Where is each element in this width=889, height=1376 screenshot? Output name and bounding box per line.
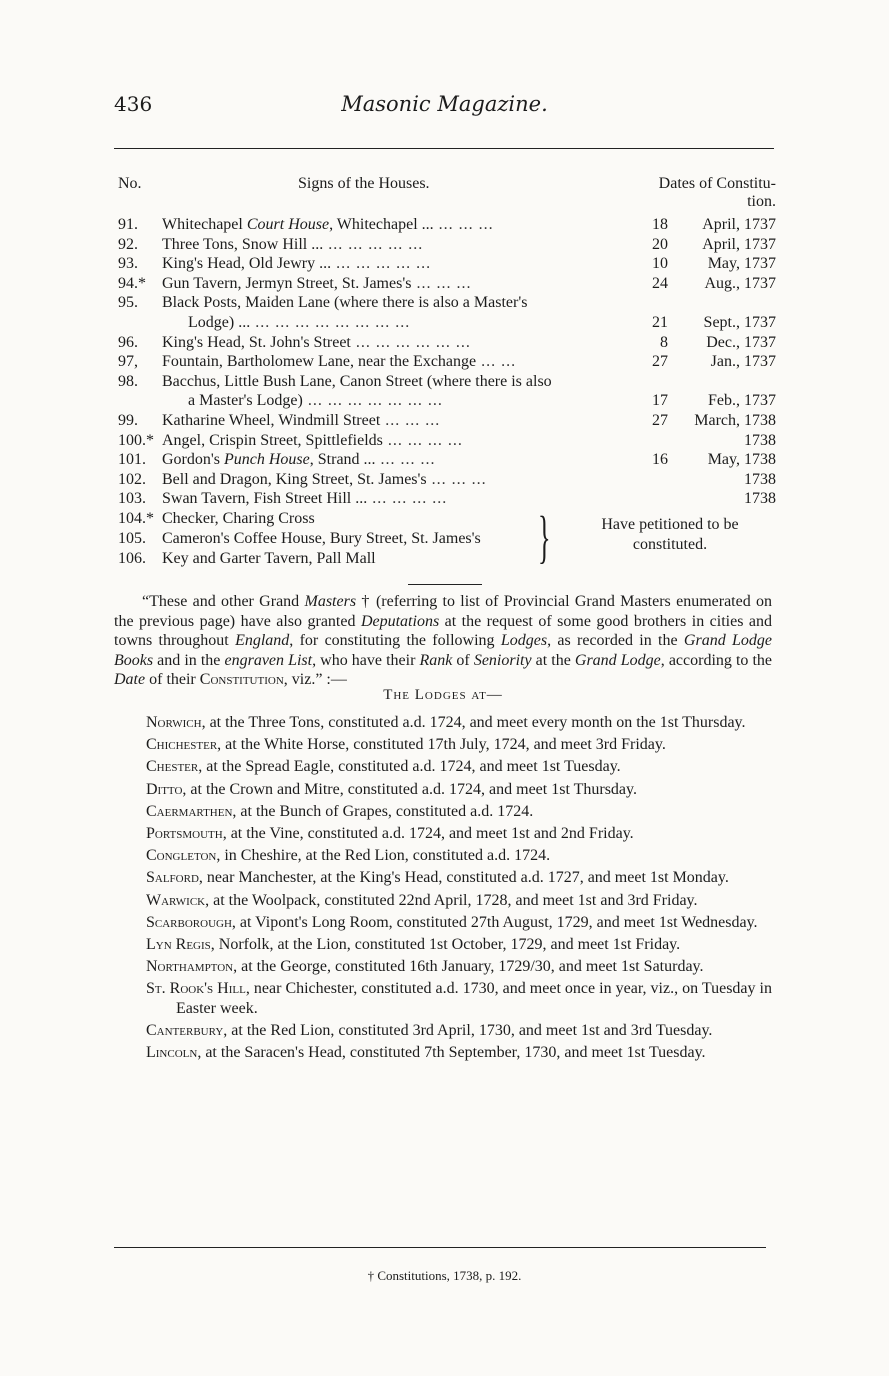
table-row bbox=[118, 431, 776, 451]
lodge-list bbox=[146, 713, 772, 1065]
text-run: of their bbox=[145, 671, 200, 688]
leader-dots: ... ... ... ... bbox=[382, 431, 463, 449]
leader-dots: ... ... ... ... ... bbox=[323, 235, 424, 253]
lodge-details: , near Manchester, at the King's Head, constituted a.d. 1727, and meet 1st Monday. bbox=[198, 869, 729, 887]
date-day: 18 bbox=[652, 216, 668, 233]
row-number: 103. bbox=[118, 490, 146, 508]
house-text: Lodge) ... bbox=[188, 313, 251, 331]
row-number: 94.* bbox=[118, 274, 146, 292]
house-text: Gun Tavern, Jermyn Street, St. James's bbox=[162, 274, 412, 292]
date-day: 27 bbox=[652, 353, 668, 371]
lodge-entry bbox=[146, 979, 772, 1017]
table-row bbox=[118, 352, 776, 372]
house-name bbox=[162, 431, 463, 451]
table-row bbox=[118, 333, 776, 353]
date-month-year: 1738 bbox=[744, 431, 776, 449]
lodge-place: Lyn Regis bbox=[146, 936, 211, 954]
table-row bbox=[118, 254, 776, 274]
table-row bbox=[118, 391, 776, 411]
lodge-place: Ditto bbox=[146, 780, 183, 798]
house-italic: Court House bbox=[246, 216, 330, 233]
date-day: 16 bbox=[652, 451, 668, 469]
leader-dots: ... ... ... ... bbox=[367, 490, 448, 508]
lodge-details: , at the Three Tons, constituted a.d. 1724, and meet every month on the 1st Thursday. bbox=[201, 714, 746, 731]
text-run: , for constituting the following bbox=[289, 632, 501, 649]
lodge-place: Chester bbox=[146, 758, 199, 776]
house-text: King's Head, Old Jewry ... bbox=[162, 255, 332, 273]
petition-note bbox=[570, 515, 770, 555]
house-text: Fountain, Bartholomew Lane, near the Exchange bbox=[162, 353, 477, 371]
house-name bbox=[162, 235, 423, 255]
lodge-details: , near Chichester, constituted a.d. 1730, and meet once in year, viz., on Tuesday in Easter week. bbox=[176, 980, 772, 1017]
house-text: Black Posts, Maiden Lane (where there is also a Master's bbox=[162, 294, 528, 312]
lodge-entry bbox=[146, 780, 772, 799]
date-month-year: Aug., 1737 bbox=[704, 274, 776, 292]
text-italic: Deputations bbox=[360, 612, 440, 630]
lodge-place: Northampton bbox=[146, 958, 234, 976]
lodge-place: Canterbury bbox=[146, 1021, 224, 1039]
house-text: King's Head, St. John's Street bbox=[162, 333, 351, 351]
house-name bbox=[162, 313, 410, 333]
lodge-entry bbox=[146, 802, 772, 821]
lodge-entry bbox=[146, 735, 772, 754]
house-text: Three Tons, Snow Hill ... bbox=[162, 235, 324, 253]
house-name bbox=[162, 489, 447, 509]
page-number: 436 bbox=[114, 92, 153, 116]
footnote: † Constitutions, 1738, p. 192. bbox=[367, 1268, 522, 1283]
house-name: Cameron's Coffee House, Bury Street, St. James's bbox=[162, 529, 481, 547]
lodge-entry bbox=[146, 957, 772, 976]
running-title: Masonic Magazine. bbox=[341, 92, 548, 116]
text-run: and in the bbox=[153, 651, 225, 669]
date-month-year: May, 1738 bbox=[707, 451, 776, 469]
text-italic: engraven List bbox=[224, 651, 313, 669]
leader-dots: ... ... ... ... ... ... ... ... bbox=[250, 313, 411, 331]
section-rule bbox=[408, 584, 482, 585]
row-number: 98. bbox=[118, 372, 138, 390]
lodge-details: , at the Spread Eagle, constituted a.d. 1724, and meet 1st Tuesday. bbox=[198, 758, 621, 776]
house-name bbox=[162, 254, 431, 274]
lodge-entry bbox=[146, 824, 772, 843]
date-day: 8 bbox=[660, 333, 668, 351]
date-month-year: Sept., 1737 bbox=[703, 313, 776, 331]
lodge-table bbox=[118, 175, 776, 569]
table-row bbox=[118, 411, 776, 431]
table-row bbox=[118, 215, 776, 235]
leader-dots: ... ... ... bbox=[411, 274, 472, 292]
table-row bbox=[118, 450, 776, 470]
house-text: Angel, Crispin Street, Spittlefields bbox=[162, 431, 383, 449]
date-month-year: 1738 bbox=[744, 470, 776, 488]
house-name bbox=[162, 274, 471, 294]
text-run: , as recorded in the bbox=[547, 632, 684, 649]
lodge-details: , at the George, constituted 16th January, 1729/30, and meet 1st Saturday. bbox=[233, 958, 704, 976]
text-run: “These and other Grand bbox=[142, 593, 305, 610]
row-number: 105. bbox=[118, 529, 146, 547]
house-text: , Strand ... bbox=[309, 451, 376, 469]
lodge-place: Warwick bbox=[146, 891, 206, 909]
leader-dots: ... ... ... bbox=[426, 470, 487, 488]
house-text: Gordon's bbox=[162, 451, 224, 469]
lodge-details: , at the Crown and Mitre, constituted a.d. 1724, and meet 1st Thursday. bbox=[182, 780, 637, 798]
lodge-details: , at the Vine, constituted a.d. 1724, and meet 1st and 2nd Friday. bbox=[222, 825, 634, 843]
row-number: 101. bbox=[118, 451, 146, 469]
row-number: 102. bbox=[118, 470, 146, 488]
lodges-heading: The Lodges at— bbox=[383, 687, 503, 703]
date-month-year: Dec., 1737 bbox=[706, 333, 776, 351]
text-run: , viz.” :— bbox=[283, 671, 347, 688]
header-rule bbox=[114, 148, 774, 149]
date-month-year: Jan., 1737 bbox=[710, 353, 776, 371]
lodge-entry bbox=[146, 935, 772, 954]
lodge-details: , at the White Horse, constituted 17th July, 1724, and meet 3rd Friday. bbox=[217, 736, 666, 754]
intro-paragraph bbox=[114, 592, 772, 690]
lodge-details: , in Cheshire, at the Red Lion, constituted a.d. 1724. bbox=[216, 847, 551, 865]
house-name bbox=[162, 333, 471, 353]
date-day: 21 bbox=[652, 313, 668, 331]
house-name bbox=[162, 372, 552, 392]
lodge-entry bbox=[146, 846, 772, 865]
lodge-details: , Norfolk, at the Lion, constituted 1st October, 1729, and meet 1st Friday. bbox=[210, 936, 681, 954]
lodge-entry bbox=[146, 913, 772, 932]
date-day: 24 bbox=[652, 274, 668, 292]
row-number: 99. bbox=[118, 411, 138, 429]
text-italic: Grand Lodge Books bbox=[114, 632, 773, 669]
col-header-no: No. bbox=[118, 175, 142, 192]
house-name bbox=[162, 411, 440, 431]
house-text: Bell and Dragon, King Street, St. James's bbox=[162, 470, 427, 488]
house-text: Bacchus, Little Bush Lane, Canon Street (where there is also bbox=[162, 372, 552, 390]
row-number: 91. bbox=[118, 216, 138, 233]
table-body bbox=[118, 215, 776, 509]
row-number: 104.* bbox=[118, 509, 154, 527]
leader-dots: ... ... ... ... ... ... ... bbox=[302, 392, 443, 410]
text-italic: Lodges bbox=[500, 632, 548, 649]
date-month-year: April, 1737 bbox=[702, 216, 776, 233]
leader-dots: ... ... ... bbox=[433, 216, 494, 233]
date-day: 20 bbox=[652, 235, 668, 253]
col-header-dates-line1: Dates of Constitu- bbox=[658, 175, 776, 192]
date-month-year: March, 1738 bbox=[694, 411, 776, 429]
date-day: 27 bbox=[652, 411, 668, 429]
lodge-place: Caermarthen bbox=[146, 802, 233, 820]
text-smallcaps: Constitution bbox=[199, 671, 284, 688]
house-name bbox=[162, 391, 443, 411]
lodge-entry bbox=[146, 1043, 772, 1062]
house-text: Swan Tavern, Fish Street Hill ... bbox=[162, 490, 368, 508]
leader-dots: ... ... ... ... ... ... bbox=[350, 333, 471, 351]
petition-note-line2: constituted. bbox=[632, 535, 708, 553]
lodge-entry bbox=[146, 868, 772, 887]
lodge-place: St. Rook's Hill bbox=[146, 980, 246, 998]
text-italic: England bbox=[235, 632, 290, 649]
lodge-details: , at the Red Lion, constituted 3rd April, 1730, and meet 1st and 3rd Tuesday. bbox=[223, 1021, 713, 1039]
house-italic: Punch House bbox=[224, 451, 310, 469]
lodge-place: Salford bbox=[146, 869, 199, 887]
right-brace: } bbox=[538, 503, 551, 569]
text-italic: Date bbox=[114, 671, 146, 688]
row-number: 100.* bbox=[118, 431, 154, 449]
lodge-place: Lincoln bbox=[146, 1044, 198, 1062]
row-number: 93. bbox=[118, 255, 138, 273]
house-text: Whitechapel bbox=[162, 216, 247, 233]
lodge-place: Portsmouth bbox=[146, 825, 223, 843]
table-row bbox=[118, 293, 776, 313]
date-day: 17 bbox=[652, 392, 668, 410]
lodge-place: Congleton bbox=[146, 847, 217, 865]
running-header bbox=[114, 92, 775, 122]
lodge-entry bbox=[146, 757, 772, 776]
text-italic: Rank bbox=[419, 651, 453, 669]
leader-dots: ... ... ... bbox=[380, 411, 441, 429]
leader-dots: ... ... bbox=[476, 353, 517, 371]
lodge-entry bbox=[146, 1021, 772, 1040]
lodge-place: Norwich bbox=[146, 714, 202, 731]
text-italic: Masters bbox=[304, 593, 357, 610]
petition-note-line1: Have petitioned to be bbox=[601, 515, 739, 533]
text-italic: Grand Lodge bbox=[574, 651, 661, 669]
row-number: 95. bbox=[118, 294, 138, 312]
house-name bbox=[162, 293, 527, 313]
text-run: † (referring to list of Provincial Grand Masters enumerated on the previous page) have also granted bbox=[114, 593, 773, 630]
table-row bbox=[118, 470, 776, 490]
table-header bbox=[118, 175, 776, 215]
date-month-year: May, 1737 bbox=[707, 255, 776, 273]
lodge-entry bbox=[146, 713, 772, 732]
date-month-year: 1738 bbox=[744, 490, 776, 508]
table-row bbox=[118, 274, 776, 294]
house-name: Key and Garter Tavern, Pall Mall bbox=[162, 549, 376, 567]
text-run: at the request of some good brothers in cities and towns throughout bbox=[114, 612, 772, 649]
lodge-details: , at the Woolpack, constituted 22nd April, 1728, and meet 1st and 3rd Friday. bbox=[205, 891, 698, 909]
lodge-details: , at Vipont's Long Room, constituted 27th August, 1729, and meet 1st Wednesday. bbox=[231, 913, 758, 931]
col-header-signs: Signs of the Houses. bbox=[298, 175, 430, 192]
house-name bbox=[162, 470, 487, 490]
house-name bbox=[162, 450, 436, 470]
row-number: 97, bbox=[118, 353, 138, 371]
date-month-year: April, 1737 bbox=[702, 235, 776, 253]
house-text: a Master's Lodge) bbox=[188, 392, 303, 410]
lodge-details: , at the Saracen's Head, constituted 7th September, 1730, and meet 1st Tuesday. bbox=[197, 1044, 706, 1062]
text-italic: Seniority bbox=[473, 651, 532, 669]
table-row bbox=[118, 313, 776, 333]
house-text: Katharine Wheel, Windmill Street bbox=[162, 411, 381, 429]
lodge-entry bbox=[146, 891, 772, 910]
lodge-place: Chichester bbox=[146, 736, 218, 754]
text-run: at the bbox=[531, 651, 575, 669]
col-header-dates bbox=[659, 175, 776, 211]
leader-dots: ... ... ... ... ... bbox=[331, 255, 432, 273]
table-row bbox=[118, 489, 776, 509]
lodge-place: Scarborough bbox=[146, 913, 232, 931]
house-name bbox=[162, 352, 516, 372]
footnote-rule bbox=[114, 1247, 766, 1248]
date-month-year: Feb., 1737 bbox=[708, 392, 776, 410]
leader-dots: ... ... ... bbox=[375, 451, 436, 469]
lodge-details: , at the Bunch of Grapes, constituted a.d. 1724. bbox=[232, 802, 534, 820]
house-name bbox=[162, 215, 494, 235]
text-run: , according to the bbox=[660, 651, 773, 669]
house-name: Checker, Charing Cross bbox=[162, 509, 315, 527]
text-run: , who have their bbox=[312, 651, 420, 669]
table-row bbox=[118, 235, 776, 255]
row-number: 106. bbox=[118, 549, 146, 567]
text-run: of bbox=[452, 651, 474, 669]
house-text: , Whitechapel ... bbox=[329, 216, 434, 233]
date-day: 10 bbox=[652, 255, 668, 273]
row-number: 96. bbox=[118, 333, 138, 351]
row-number: 92. bbox=[118, 235, 138, 253]
table-row bbox=[118, 372, 776, 392]
petition-group bbox=[118, 503, 776, 569]
col-header-dates-line2: tion. bbox=[747, 193, 776, 210]
